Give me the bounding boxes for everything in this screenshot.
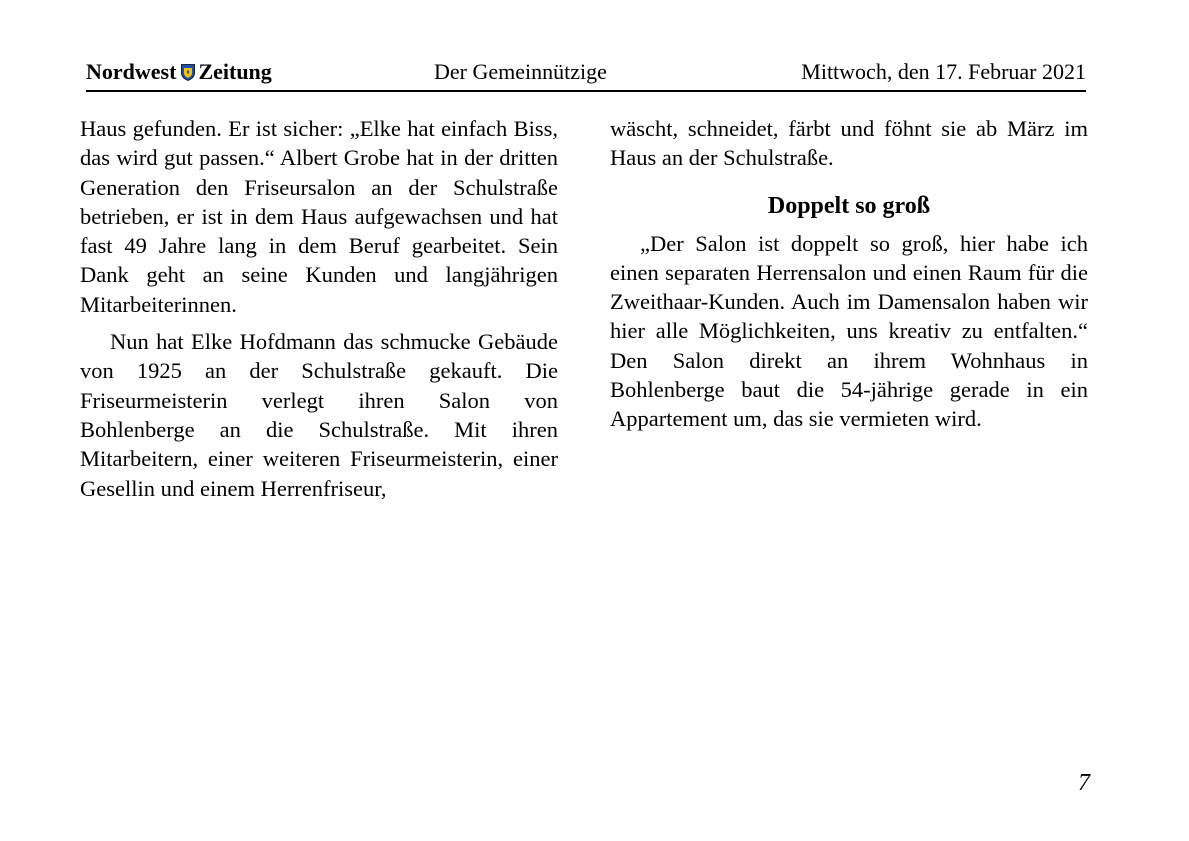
right-paragraph-1: wäscht, schneidet, färbt und föhnt sie ab März im Haus an der Schulstraße. [610, 116, 1088, 171]
brand-name-part1: Nordwest [86, 59, 177, 84]
subheading: Doppelt so groß [767, 192, 931, 219]
page-header [86, 58, 1086, 92]
left-paragraph-2: Nun hat Elke Hofdmann das schmucke Gebäude von 1925 an der Schulstraße gekauft. Die Friseurmeisterin verlegt ihren Salon von Bohlenberge an die Schulstraße. Mit ihren Mitarbeitern, einer weiteren Friseurmeisterin, einer Gesellin und einem Herrenfriseur, [80, 329, 558, 501]
right-paragraph-2: „Der Salon ist doppelt so groß, hier habe ich einen separaten Herrensalon und einen Raum für die Zweithaar-Kunden. Auch im Damensalon haben wir hier alle Möglichkeiten, uns kreativ zu entfalten.“ Den Salon direkt an ihrem Wohnhaus in Bohlenberge baut die 54-jährige gerade in ein Appartement um, das sie vermieten wird. [610, 230, 1088, 432]
issue-date: Mittwoch, den 17. Februar 2021 [801, 59, 1086, 84]
coat-of-arms-icon [181, 64, 195, 81]
newspaper-brand [86, 58, 272, 86]
brand-name-part2: Zeitung [198, 59, 272, 84]
right-column [610, 114, 1088, 434]
page-number: 7 [1078, 770, 1090, 796]
left-paragraph-1: Haus gefunden. Er ist sicher: „Elke hat einfach Biss, das wird gut passen.“ Albert Grobe hat in der dritten Generation den Friseursalon an der Schulstraße betrieben, er ist in dem Haus aufgewachsen und hat fast 49 Jahre lang in dem Beruf gearbeitet. Sein Dank geht an seine Kunden und langjährigen Mitarbeiterinnen. [80, 116, 558, 317]
left-column [80, 114, 558, 503]
section-title: Der Gemeinnützige [434, 59, 607, 84]
